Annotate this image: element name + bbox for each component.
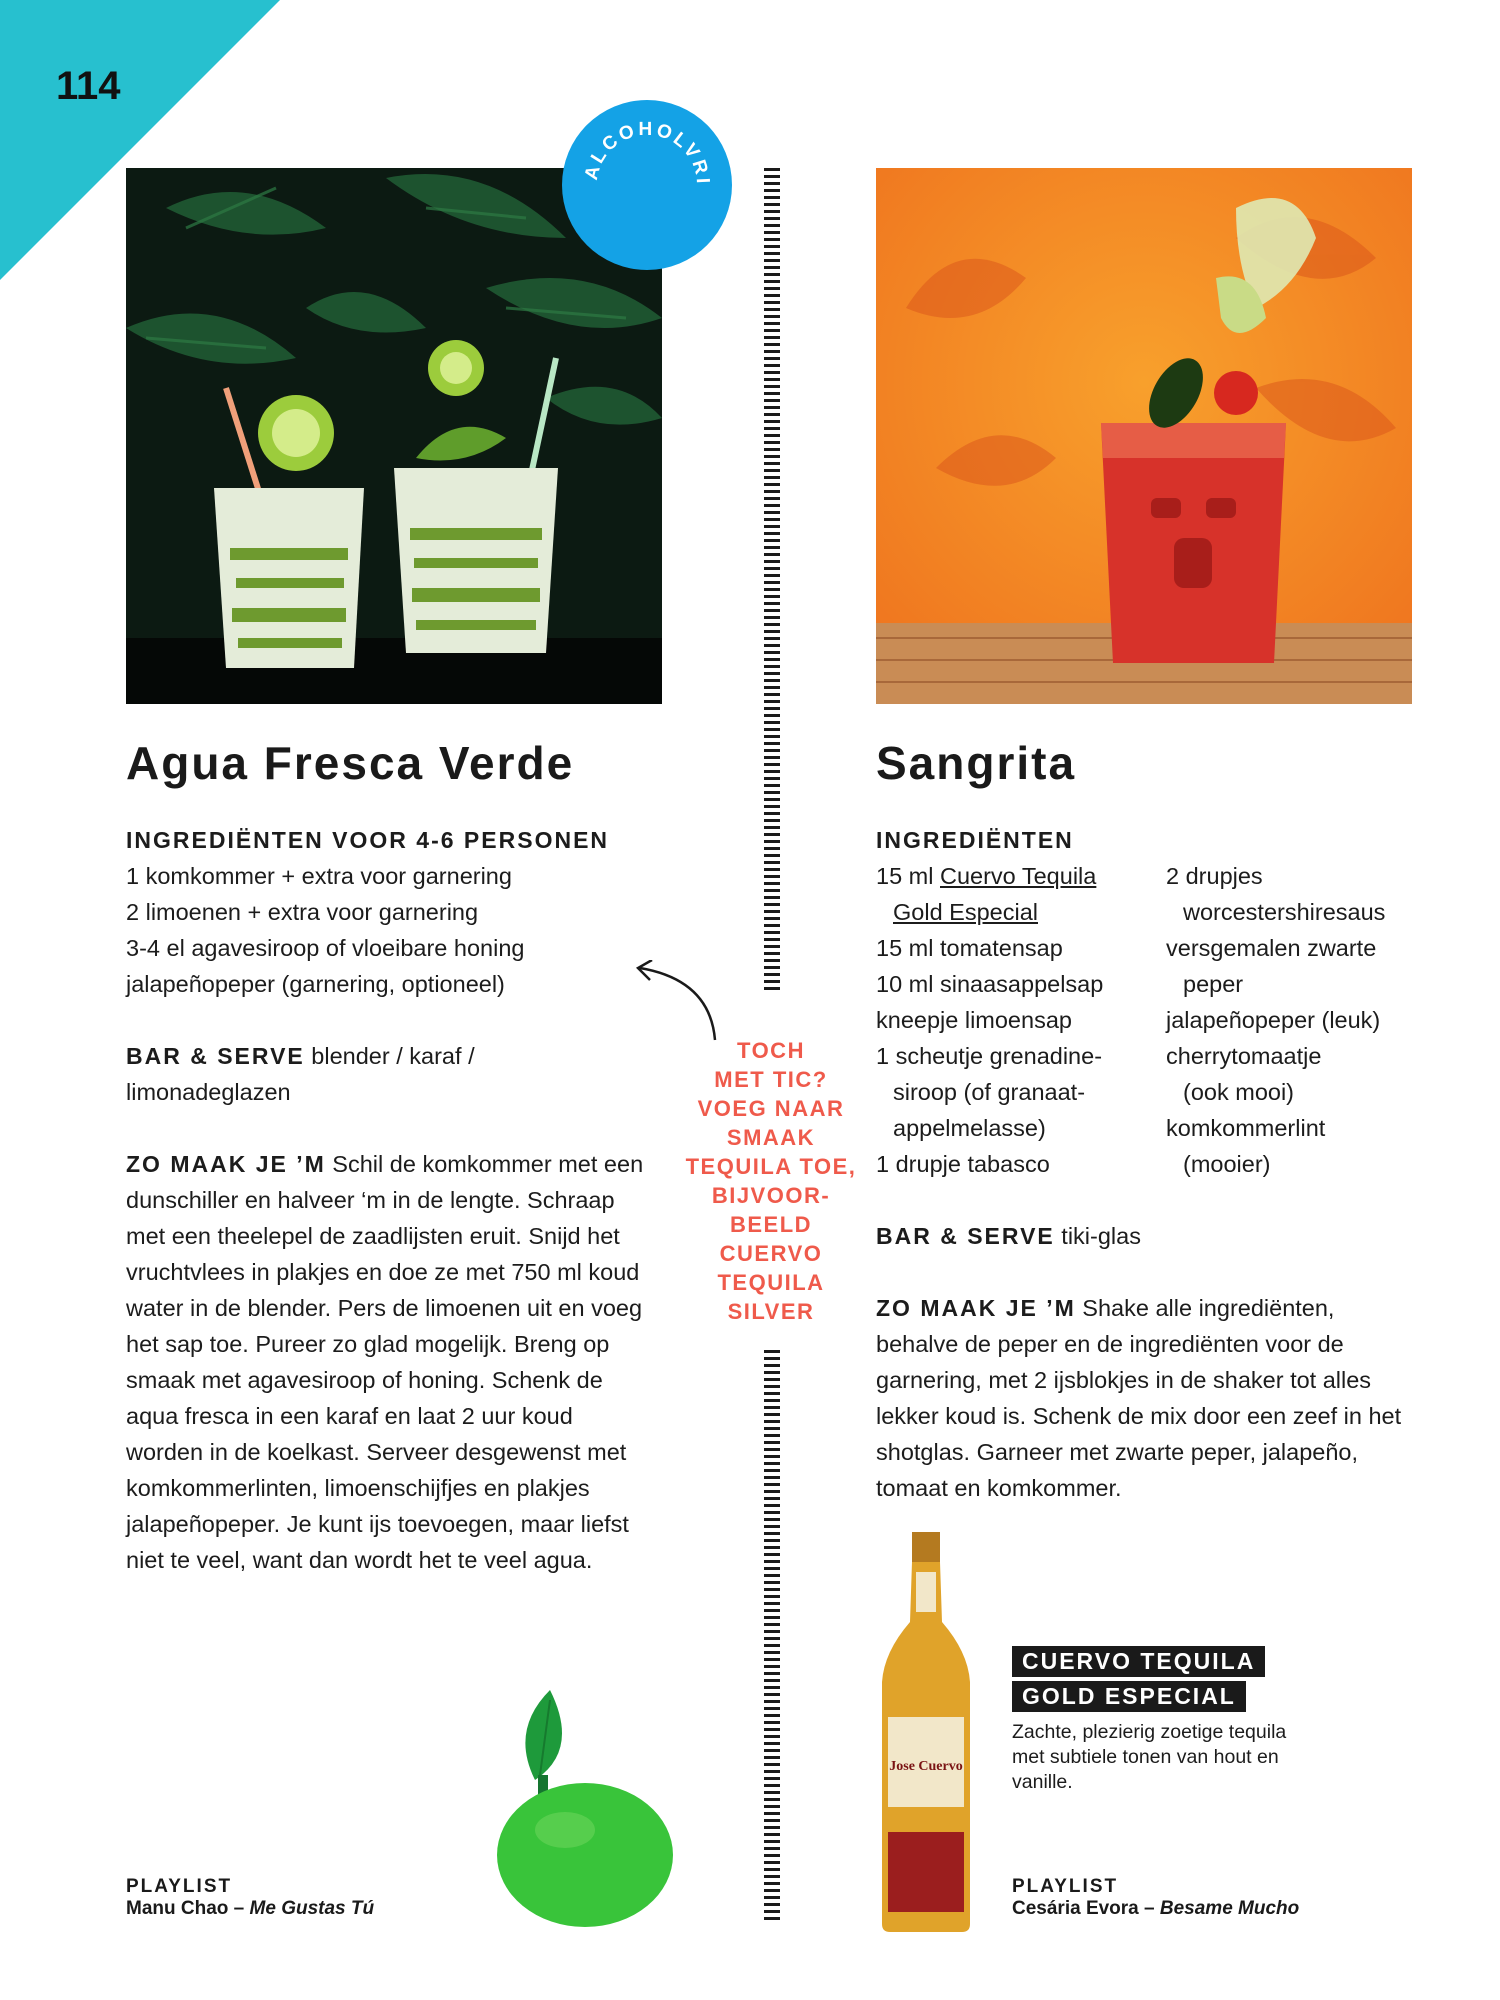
playlist-artist: Cesária Evora – (1012, 1898, 1160, 1919)
divider-dash (764, 924, 780, 927)
method-text: Schil de komkommer met een dunschiller en halveer ‘m in de lengte. Schraap met een theelepel de zaadlijsten eruit. Snijd het vruchtvlees in plakjes en doe ze met 750 ml koud water in de blender. Pers de limoenen uit en voeg het sap toe. Pureer zo glad mogelijk. Breng op smaak met agavesiroop of honing. Schenk de aqua fresca in een karaf en laat 2 uur koud worden in de koelkast. Serveer desgewenst met komkommerlinten, limoenschijfjes en plakjes jalapeñopeper. Je kunt ijs toevoegen, maar liefst niet te veel, want dan wordt het te veel agua. (126, 1151, 644, 1573)
divider-dash (764, 210, 780, 213)
divider-dash (764, 735, 780, 738)
divider-dash (764, 1574, 780, 1577)
divider-dash (764, 581, 780, 584)
divider-dash (764, 819, 780, 822)
divider-dash (764, 630, 780, 633)
divider-dash (764, 189, 780, 192)
divider-dash (764, 420, 780, 423)
divider-dash (764, 182, 780, 185)
divider-dash (764, 245, 780, 248)
divider-dash (764, 1448, 780, 1451)
divider-dash (764, 1476, 780, 1479)
ingredient-item-cont: appelmelasse) (893, 1115, 1046, 1141)
divider-dash (764, 700, 780, 703)
divider-dash (764, 1679, 780, 1682)
ingredient-item-cont: (mooier) (1183, 1151, 1271, 1177)
divider-dash (764, 595, 780, 598)
divider-dash (764, 1658, 780, 1661)
divider-dash (764, 1371, 780, 1374)
divider-dash (764, 1812, 780, 1815)
ingredient-item-cont: worcestershiresaus (1183, 899, 1386, 925)
divider-dash (764, 833, 780, 836)
divider-dash (764, 1602, 780, 1605)
divider-dash (764, 532, 780, 535)
divider-dash (764, 952, 780, 955)
divider-dash (764, 903, 780, 906)
divider-dash (764, 294, 780, 297)
divider-dash (764, 1721, 780, 1724)
divider-dash (764, 980, 780, 983)
divider-dash (764, 196, 780, 199)
divider-dash (764, 1364, 780, 1367)
divider-dash (764, 1427, 780, 1430)
divider-dash (764, 1553, 780, 1556)
divider-dash (764, 350, 780, 353)
divider-dash (764, 1609, 780, 1612)
divider-dash (764, 973, 780, 976)
divider-dash (764, 756, 780, 759)
ingredient-item: 10 ml sinaasappelsap (876, 971, 1104, 997)
playlist-left (126, 1876, 374, 1920)
divider-dash (764, 336, 780, 339)
product-info (1012, 1646, 1292, 1795)
ingredient-item: 2 drupjes (1166, 863, 1263, 889)
bottle-label: Jose Cuervo (889, 1759, 963, 1774)
divider-dash (764, 1700, 780, 1703)
divider-dash (764, 1406, 780, 1409)
divider-dash (764, 1462, 780, 1465)
ingredient-item: 1 scheutje grenadine- (876, 1043, 1103, 1069)
bar-serve-text: tiki-glas (1054, 1223, 1141, 1249)
divider-dash (764, 1490, 780, 1493)
tip-line: CUERVO (719, 1241, 823, 1266)
divider-dash (764, 1735, 780, 1738)
divider-dash (764, 1763, 780, 1766)
svg-text:ALCOHOLVRIJ (562, 100, 713, 187)
divider-dash (764, 497, 780, 500)
divider-dash (764, 1896, 780, 1899)
tip-line: VOEG NAAR (697, 1096, 845, 1121)
divider-dash (764, 1868, 780, 1871)
divider-dash (764, 889, 780, 892)
divider-dash (764, 1616, 780, 1619)
divider-dash (764, 693, 780, 696)
divider-dash (764, 217, 780, 220)
divider-dash (764, 441, 780, 444)
ingredient-item-cont: peper (1183, 971, 1244, 997)
divider-dash (764, 1665, 780, 1668)
divider-dash (764, 1784, 780, 1787)
divider-dash (764, 686, 780, 689)
ingredient-item: 1 drupje tabasco (876, 1151, 1050, 1177)
divider-dash (764, 854, 780, 857)
tip-line: SILVER (727, 1299, 815, 1324)
divider-dash (764, 343, 780, 346)
divider-dash (764, 721, 780, 724)
divider-dash (764, 1539, 780, 1542)
divider-dash (764, 1903, 780, 1906)
ingredient-item: 2 limoenen + extra voor garnering (126, 899, 479, 925)
left-recipe-body (126, 822, 686, 1614)
divider-dash (764, 1623, 780, 1626)
divider-dash (764, 651, 780, 654)
divider-dash (764, 763, 780, 766)
divider-dash (764, 791, 780, 794)
divider-dash (764, 490, 780, 493)
divider-dash (764, 1861, 780, 1864)
bar-serve-text: blender / karaf / limonadeglazen (126, 1043, 475, 1105)
ingredient-item: versgemalen zwarte (1166, 935, 1377, 961)
tip-line: TEQUILA TOE, (685, 1154, 857, 1179)
divider-dash (764, 1504, 780, 1507)
divider-dash (764, 203, 780, 206)
divider-dash (764, 1798, 780, 1801)
divider-dash (764, 840, 780, 843)
ingredients-heading: INGREDIËNTEN (876, 827, 1074, 853)
playlist-heading: PLAYLIST (126, 1876, 233, 1897)
divider-dash (764, 784, 780, 787)
divider-dash (764, 329, 780, 332)
recipe-title-sangrita: Sangrita (876, 737, 1077, 789)
divider-dash (764, 371, 780, 374)
playlist-heading: PLAYLIST (1012, 1876, 1119, 1897)
divider-dash (764, 749, 780, 752)
divider-dash (764, 742, 780, 745)
ingredient-item: cherrytomaatje (1166, 1043, 1322, 1069)
divider-dash (764, 1399, 780, 1402)
tip-line: TEQUILA (717, 1270, 825, 1295)
divider-dash (764, 392, 780, 395)
divider-dash (764, 378, 780, 381)
divider-dash (764, 1707, 780, 1710)
divider-dash (764, 1833, 780, 1836)
divider-dash (764, 1567, 780, 1570)
divider-dash (764, 931, 780, 934)
divider-dash (764, 1420, 780, 1423)
right-recipe-body (876, 822, 1436, 1542)
divider-dash (764, 812, 780, 815)
product-name-line1: CUERVO TEQUILA (1012, 1646, 1265, 1677)
divider-dash (764, 826, 780, 829)
divider-dash (764, 413, 780, 416)
divider-dash (764, 945, 780, 948)
divider-dash (764, 385, 780, 388)
ingredients-col-1 (876, 858, 1166, 1182)
ingredient-item: 3-4 el agavesiroop of vloeibare honing (126, 935, 525, 961)
divider-dash (764, 469, 780, 472)
divider-dash (764, 1560, 780, 1563)
divider-dash (764, 539, 780, 542)
divider-dash (764, 301, 780, 304)
divider-dash (764, 259, 780, 262)
divider-dash (764, 707, 780, 710)
tip-line: TOCH (737, 1038, 805, 1063)
divider-dash (764, 1378, 780, 1381)
divider-dash (764, 847, 780, 850)
divider-dash (764, 273, 780, 276)
divider-dash (764, 1875, 780, 1878)
ingredients-col-2 (1166, 858, 1426, 1182)
divider-dash (764, 266, 780, 269)
product-description: Zachte, plezierig zoetige tequila met subtiele tonen van hout en vanille. (1012, 1721, 1287, 1793)
divider-dash (764, 805, 780, 808)
divider-dash (764, 1805, 780, 1808)
divider-dash (764, 504, 780, 507)
divider-dash (764, 231, 780, 234)
column-divider-bottom (764, 1350, 780, 1924)
ingredient-item: 15 ml tomatensap (876, 935, 1063, 961)
divider-dash (764, 938, 780, 941)
bar-serve-heading: BAR & SERVE (876, 1223, 1055, 1249)
divider-dash (764, 168, 780, 171)
divider-dash (764, 714, 780, 717)
ingredient-item: jalapeñopeper (leuk) (1166, 1007, 1381, 1033)
divider-dash (764, 1819, 780, 1822)
bar-serve-heading: BAR & SERVE (126, 1043, 305, 1069)
playlist-artist: Manu Chao – (126, 1898, 250, 1919)
divider-dash (764, 910, 780, 913)
divider-dash (764, 672, 780, 675)
playlist-right (1012, 1876, 1299, 1920)
divider-dash (764, 1588, 780, 1591)
divider-dash (764, 1791, 780, 1794)
tip-line: BIJVOOR- (711, 1183, 831, 1208)
ingredient-item: 1 komkommer + extra voor garnering (126, 863, 512, 889)
divider-dash (764, 1889, 780, 1892)
divider-dash (764, 462, 780, 465)
divider-dash (764, 1441, 780, 1444)
divider-dash (764, 1777, 780, 1780)
divider-dash (764, 252, 780, 255)
tip-line: SMAAK (726, 1125, 816, 1150)
divider-dash (764, 476, 780, 479)
divider-dash (764, 987, 780, 990)
divider-dash (764, 1882, 780, 1885)
divider-dash (764, 1581, 780, 1584)
divider-dash (764, 406, 780, 409)
product-link[interactable]: Cuervo Tequila (940, 863, 1097, 889)
ingredient-item: komkommerlint (1166, 1115, 1326, 1141)
tip-line: BEELD (729, 1212, 813, 1237)
divider-dash (764, 1693, 780, 1696)
divider-dash (764, 567, 780, 570)
divider-dash (764, 1532, 780, 1535)
divider-dash (764, 777, 780, 780)
divider-dash (764, 1469, 780, 1472)
divider-dash (764, 966, 780, 969)
product-name-line2: GOLD ESPECIAL (1012, 1681, 1246, 1712)
divider-dash (764, 1385, 780, 1388)
ingredient-item: kneepje limoensap (876, 1007, 1072, 1033)
divider-dash (764, 609, 780, 612)
divider-dash (764, 644, 780, 647)
divider-dash (764, 364, 780, 367)
divider-dash (764, 1483, 780, 1486)
divider-dash (764, 1350, 780, 1353)
divider-dash (764, 616, 780, 619)
divider-dash (764, 238, 780, 241)
divider-dash (764, 1770, 780, 1773)
divider-dash (764, 574, 780, 577)
divider-dash (764, 1854, 780, 1857)
divider-dash (764, 525, 780, 528)
divider-dash (764, 896, 780, 899)
column-divider-top (764, 168, 780, 994)
alcohol-free-badge (562, 100, 732, 270)
divider-dash (764, 1728, 780, 1731)
divider-dash (764, 1714, 780, 1717)
divider-dash (764, 1644, 780, 1647)
divider-dash (764, 679, 780, 682)
divider-dash (764, 455, 780, 458)
divider-dash (764, 1910, 780, 1913)
divider-dash (764, 1917, 780, 1920)
method-heading: ZO MAAK JE ’M (876, 1295, 1076, 1321)
divider-dash (764, 658, 780, 661)
divider-dash (764, 224, 780, 227)
method-text: Shake alle ingrediënten, behalve de peper en de ingrediënten voor de garnering, met 2 ijsblokjes in de shaker tot alles lekker koud is. Schenk de mix door een zeef in het shotglas. Garneer met zwarte peper, jalapeño, tomaat en komkommer. (876, 1295, 1402, 1501)
divider-dash (764, 1525, 780, 1528)
divider-dash (764, 868, 780, 871)
divider-dash (764, 483, 780, 486)
divider-dash (764, 1546, 780, 1549)
divider-dash (764, 553, 780, 556)
divider-dash (764, 448, 780, 451)
divider-dash (764, 1630, 780, 1633)
divider-dash (764, 1756, 780, 1759)
divider-dash (764, 588, 780, 591)
divider-dash (764, 917, 780, 920)
divider-dash (764, 1595, 780, 1598)
divider-dash (764, 322, 780, 325)
divider-dash (764, 1413, 780, 1416)
divider-dash (764, 1749, 780, 1752)
divider-dash (764, 637, 780, 640)
divider-dash (764, 308, 780, 311)
divider-dash (764, 1518, 780, 1521)
divider-dash (764, 511, 780, 514)
divider-dash (764, 399, 780, 402)
product-link-cont[interactable]: Gold Especial (893, 899, 1038, 925)
divider-dash (764, 1357, 780, 1360)
divider-dash (764, 1434, 780, 1437)
page-number: 114 (56, 64, 121, 108)
ingredient-item: jalapeñopeper (garnering, optioneel) (126, 971, 505, 997)
divider-dash (764, 1672, 780, 1675)
divider-dash (764, 357, 780, 360)
badge-text: ALCOHOLVRI (580, 118, 714, 187)
lime-illustration (490, 1680, 680, 1930)
divider-dash (764, 875, 780, 878)
divider-dash (764, 861, 780, 864)
divider-dash (764, 1497, 780, 1500)
ingredients-heading: INGREDIËNTEN VOOR 4-6 PERSONEN (126, 827, 610, 853)
tequila-bottle-image (876, 1532, 976, 1932)
divider-dash (764, 560, 780, 563)
method-heading: ZO MAAK JE ’M (126, 1151, 326, 1177)
divider-dash (764, 882, 780, 885)
divider-dash (764, 175, 780, 178)
divider-dash (764, 1637, 780, 1640)
divider-dash (764, 546, 780, 549)
divider-dash (764, 623, 780, 626)
divider-dash (764, 1742, 780, 1745)
divider-dash (764, 602, 780, 605)
divider-dash (764, 1840, 780, 1843)
divider-dash (764, 728, 780, 731)
playlist-song: Besame Mucho (1159, 1898, 1300, 1919)
divider-dash (764, 434, 780, 437)
divider-dash (764, 665, 780, 668)
divider-dash (764, 1392, 780, 1395)
divider-dash (764, 518, 780, 521)
divider-dash (764, 315, 780, 318)
divider-dash (764, 1455, 780, 1458)
ingredient-item: 15 ml Cuervo Tequila (876, 863, 1097, 889)
divider-dash (764, 1651, 780, 1654)
divider-dash (764, 1847, 780, 1850)
divider-dash (764, 1826, 780, 1829)
divider-dash (764, 959, 780, 962)
sangrita-photo (876, 168, 1412, 704)
tequila-tip (676, 1036, 866, 1326)
divider-dash (764, 280, 780, 283)
tip-line: MET TIC? (714, 1067, 828, 1092)
ingredient-item-cont: siroop (of granaat- (893, 1079, 1086, 1105)
divider-dash (764, 770, 780, 773)
recipe-title-agua-fresca: Agua Fresca Verde (126, 737, 575, 789)
ingredient-item-cont: (ook mooi) (1183, 1079, 1295, 1105)
divider-dash (764, 427, 780, 430)
divider-dash (764, 798, 780, 801)
playlist-song: Me Gustas Tú (249, 1898, 375, 1919)
divider-dash (764, 1686, 780, 1689)
divider-dash (764, 287, 780, 290)
divider-dash (764, 1511, 780, 1514)
